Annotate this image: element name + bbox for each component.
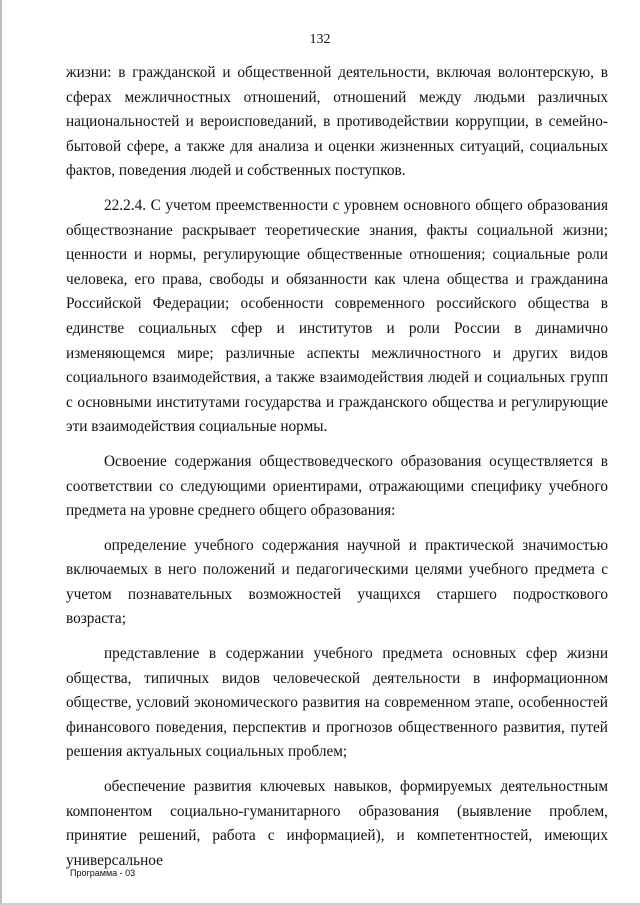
paragraph-section-22-2-4: 22.2.4. С учетом преемственности с уровнем основного общего образования обществознание раскрывает теоретические знания, факты социальной жизни; ценности и нормы, регулирующие общественные отношения; социальные роли человека, его права, свободы и обязанности как члена общества и гражданина Российской Федерации; особенности современного российского общества в единстве социальных сфер и институтов и роли России в динамично изменяющемся мире; различные аспекты межличностного и других видов социального взаимодействия, а также взаимодействия людей и социальных групп с основными институтами государства и гражданского общества и регулирующие эти взаимодействия социальные нормы. (66, 196, 608, 436)
document-body (66, 61, 608, 873)
list-item-skills-development: обеспечение развития ключевых навыков, формируемых деятельностным компонентом социально-гуманитарного образования (выявление проблем, принятие решений, работа с информацией), и компетентностей, имеющих универсальное (66, 778, 608, 869)
footer-label: Программа - 03 (70, 868, 136, 878)
list-item-content-representation: представление в содержании учебного предмета основных сфер жизни общества, типичных видов человеческой деятельности в информационном обществе, условий экономического развития на современном этапе, особенностей финансового поведения, перспектив и прогнозов общественного развития, путей решения актуальных социальных проблем; (66, 645, 608, 761)
list-item-content-definition: определение учебного содержания научной и практической значимостью включаемых в него положений и педагогическими целями учебного предмета с учетом познавательных возможностей учащихся старшего подросткового возраста; (66, 536, 608, 628)
paragraph-orientation: Освоение содержания обществоведческого образования осуществляется в соответствии со следующими ориентирами, отражающими специфику учебного предмета на уровне среднего общего образования: (66, 452, 608, 520)
paragraph-continuation: жизни: в гражданской и общественной деятельности, включая волонтерскую, в сферах межличностных отношений, отношений между людьми различных национальностей и вероисповеданий, в противодействии коррупции, в семейно-бытовой сфере, а также для анализа и оценки жизненных ситуаций, социальных фактов, поведения людей и собственных поступков. (66, 64, 608, 180)
page-number: 132 (309, 32, 331, 47)
